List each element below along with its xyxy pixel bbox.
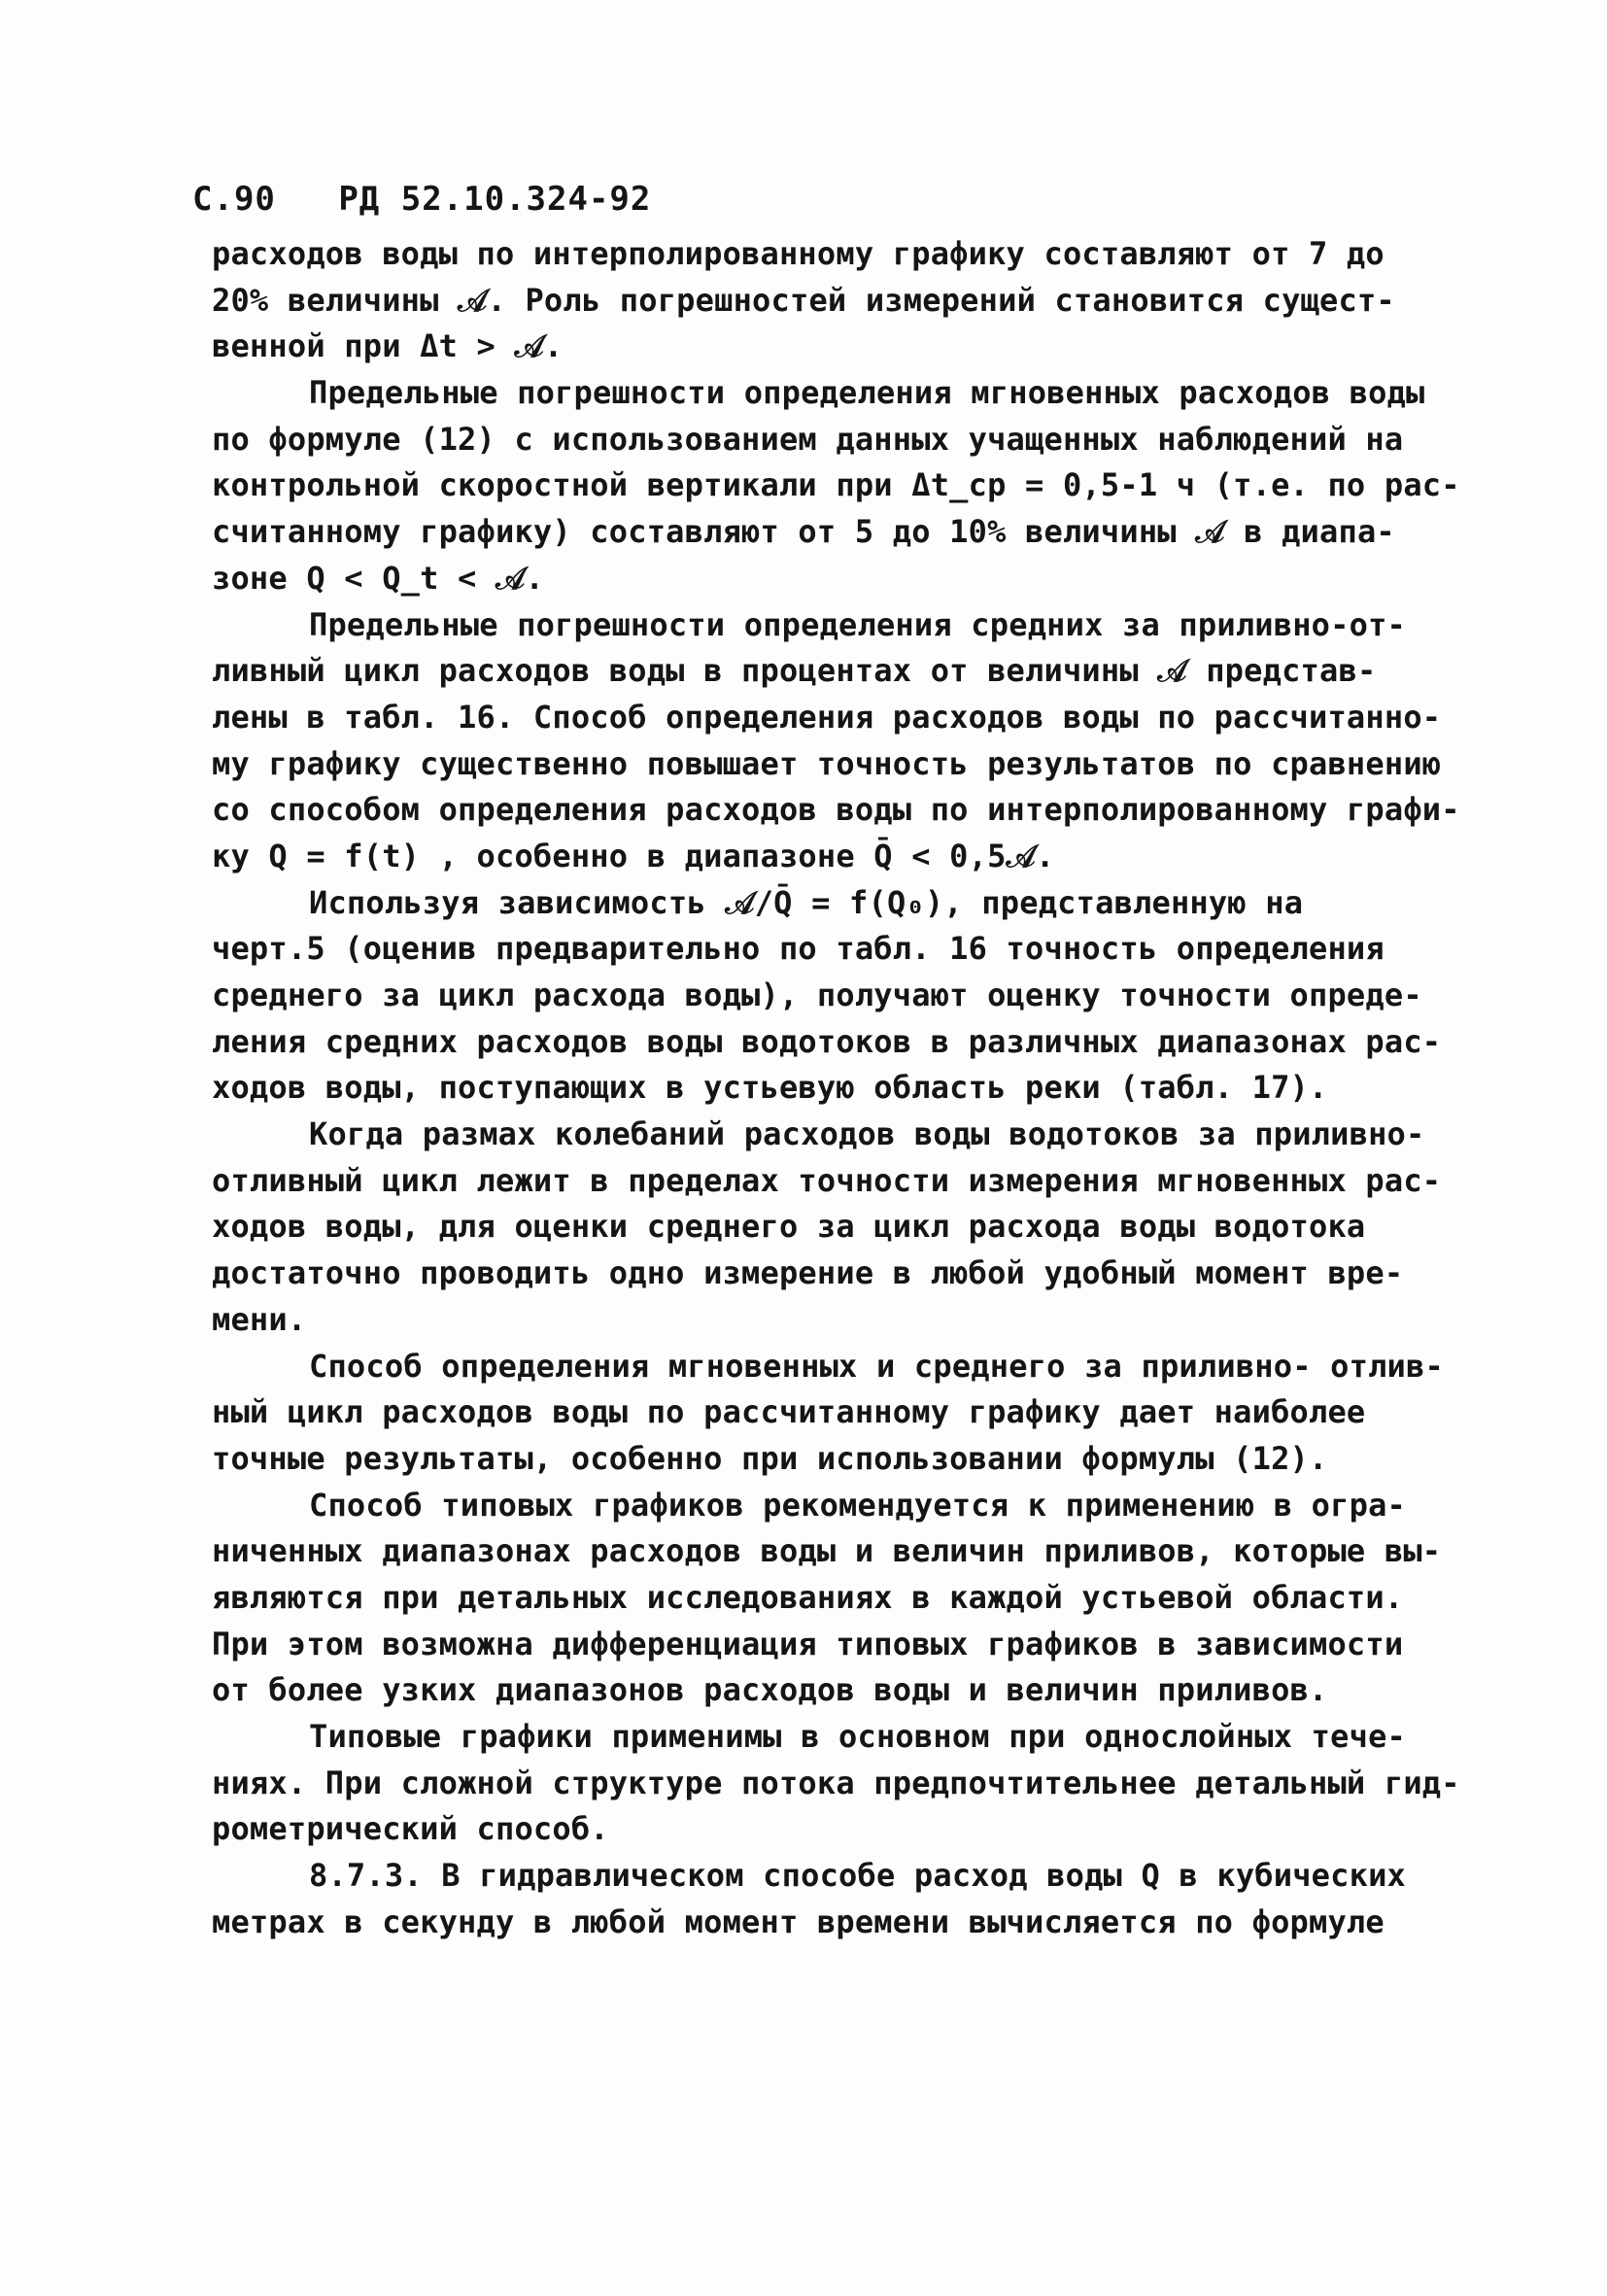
text-line: му графику существенно повышает точность результатов по сравнению — [212, 744, 1442, 782]
text-line: со способом определения расходов воды по интерполированному графи- — [212, 791, 1460, 829]
text-line: ниях. При сложной структуре потока предпочтительнее детальный гид- — [212, 1764, 1460, 1801]
document-code: РД 52.10.324-92 — [338, 180, 652, 219]
text-line: Когда размах колебаний расходов воды водотоков за приливно- — [309, 1115, 1425, 1153]
text-line: от более узких диапазонов расходов воды и величин приливов. — [212, 1671, 1328, 1709]
text-line: ходов воды, для оценки среднего за цикл расхода воды водотока — [212, 1208, 1366, 1246]
text-line: Используя зависимость 𝒜/Q̄ = f(Q₀), представленную на — [309, 883, 1304, 921]
text-line: мени. — [212, 1300, 307, 1338]
paragraph — [212, 1344, 1475, 1483]
text-line: Предельные погрешности определения мгновенных расходов воды — [309, 374, 1425, 412]
paragraph — [212, 1112, 1475, 1343]
text-line: ниченных диапазонах расходов воды и величин приливов, которые вы- — [212, 1532, 1442, 1570]
paragraph — [212, 1853, 1475, 1945]
text-line: лены в табл. 16. Способ определения расходов воды по рассчитанно- — [212, 698, 1442, 736]
text-line: точные результаты, особенно при использовании формулы (12). — [212, 1439, 1328, 1477]
text-line: рометрический способ. — [212, 1810, 609, 1848]
text-line: расходов воды по интерполированному графику составляют от 7 до — [212, 235, 1385, 272]
text-line: метрах в секунду в любой момент времени вычисляется по формуле — [212, 1902, 1385, 1940]
text-line: среднего за цикл расхода воды), получают оценку точности опреде- — [212, 977, 1422, 1013]
paragraph — [212, 1714, 1475, 1853]
text-line: по формуле (12) с использованием данных учащенных наблюдений на — [212, 420, 1404, 458]
text-line: ления средних расходов воды водотоков в различных диапазонах рас- — [212, 1022, 1442, 1060]
text-line: Способ определения мгновенных и среднего за приливно- отлив- — [309, 1347, 1444, 1385]
paragraph — [212, 880, 1475, 1112]
text-line: При этом возможна дифференциация типовых графиков в зависимости — [212, 1625, 1404, 1662]
text-line: зоне Q < Q_t < 𝒜. — [212, 559, 544, 597]
text-line: венной при Δt > 𝒜. — [212, 327, 564, 365]
text-line: ходов воды, поступающих в устьевую область реки (табл. 17). — [212, 1069, 1328, 1107]
page-header — [192, 180, 651, 219]
text-line: отливный цикл лежит в пределах точности измерения мгновенных рас- — [212, 1161, 1442, 1199]
text-line: Предельные погрешности определения средних за приливно-от- — [309, 605, 1407, 643]
text-line: Способ типовых графиков рекомендуется к применению в огра- — [309, 1486, 1407, 1524]
body-text — [212, 231, 1475, 1945]
text-line: 8.7.3. В гидравлическом способе расход воды Q в кубических — [309, 1857, 1407, 1895]
text-line: ливный цикл расходов воды в процентах от величины 𝒜 представ- — [212, 652, 1377, 690]
text-line: ный цикл расходов воды по рассчитанному графику дает наиболее — [212, 1393, 1366, 1431]
text-line: ку Q = f(t) , особенно в диапазоне Q̄ < 0,5𝒜. — [212, 837, 1055, 874]
text-line: Типовые графики применимы в основном при однослойных тече- — [309, 1718, 1407, 1755]
paragraph — [212, 231, 1475, 370]
text-line: 20% величины 𝒜. Роль погрешностей измерений становится сущест- — [212, 281, 1395, 319]
text-line: являются при детальных исследованиях в каждой устьевой области. — [212, 1578, 1404, 1616]
text-line: считанному графику) составляют от 5 до 10% величины 𝒜 в диапа- — [212, 513, 1395, 551]
paragraph — [212, 370, 1475, 601]
text-line: черт.5 (оценив предварительно по табл. 16 точность определения — [212, 930, 1385, 968]
page-number: С.90 — [192, 180, 276, 219]
text-line: контрольной скоростной вертикали при Δt_ср = 0,5-1 ч (т.е. по рас- — [212, 466, 1460, 504]
paragraph — [212, 602, 1475, 880]
paragraph — [212, 1483, 1475, 1714]
text-line: достаточно проводить одно измерение в любой удобный момент вре- — [212, 1254, 1404, 1292]
